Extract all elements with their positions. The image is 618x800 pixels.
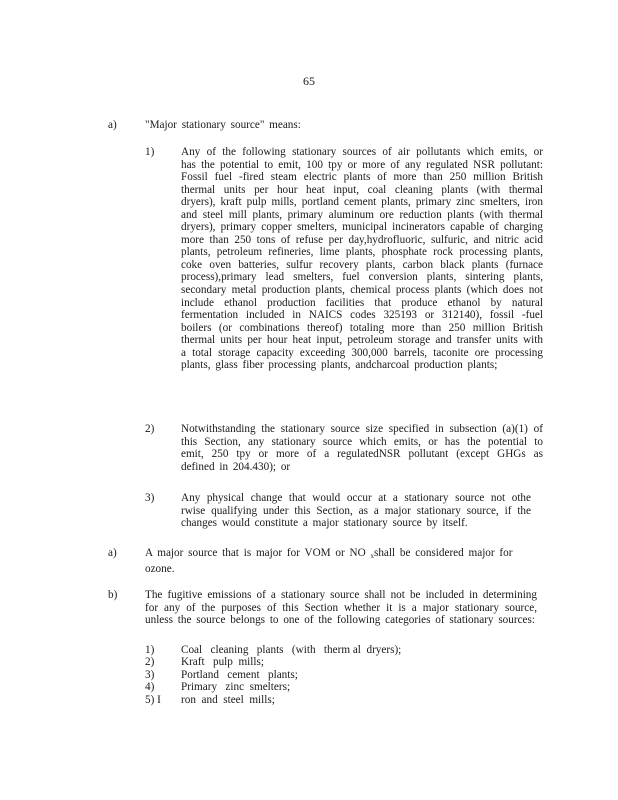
item-a3-label: 3)	[145, 492, 155, 504]
section-a-heading: "Major stationary source" means:	[145, 119, 301, 131]
list-item-label: 1)	[145, 644, 155, 656]
page-number: 65	[303, 74, 315, 88]
list-item	[145, 669, 445, 681]
item-a1-label: 1)	[145, 146, 155, 158]
section-a2-text-before: A major source that is major for VOM or NO	[145, 547, 371, 559]
item-a1-text: Any of the following stationary sources of air pollutants which emits, or has the potential to emit, 100 tpy or more of any regulated NSR pollutant: Fossil fuel -fired steam electric plants of more than 250 million British thermal units per hour heat input, coal cleaning plants (with thermal dryers), kraft pulp mills, portland cement plants, primary zinc smelters, iron and steel mill plants, primary aluminum ore reduction plants (with thermal dryers), primary copper smelters, municipal incinerators capable of charging more than 250 tons of refuse per day,hydrofluoric, sulfuric, and nitric acid plants, petroleum refineries, lime plants, phosphate rock processing plants, coke oven batteries, sulfur recovery plants, carbon black plants (furnace process),primary lead smelters, fuel conversion plants, sintering plants, secondary metal production plants, chemical process plants (which does not include ethanol production facilities that produce ethanol by natural fermentation included in NAICS codes 325193 or 312140), fossil -fuel boilers (or combinations thereof) totaling more than 250 million British thermal units per hour heat input, petroleum storage and transfer units with a total storage capacity exceeding 300,000 barrels, taconite ore processing plants, glass fiber processing plants, andcharcoal production plants;	[181, 146, 543, 372]
list-item-label: 3)	[145, 668, 155, 681]
section-b-text: The fugitive emissions of a stationary source shall not be included in determining for any of the purposes of this Section whether it is a major stationary source, unless the source belongs to one of the following categories of stationary sources:	[145, 589, 537, 627]
list-item-text: Coal cleaning plants (with therm al dryers);	[181, 644, 402, 656]
list-item	[145, 681, 445, 693]
list-item	[145, 656, 445, 668]
item-a2-text: Notwithstanding the stationary source size specified in subsection (a)(1) of this Section, any stationary source which emits, or has the potential to emit, 250 tpy or more of a regulatedNSR pollutant (except GHGs as defined in 204.430); or	[181, 423, 543, 473]
section-b-label: b)	[108, 589, 118, 601]
section-a-label: a)	[108, 119, 117, 131]
list-item-label: 5) I	[145, 693, 161, 706]
item-a2-label: 2)	[145, 423, 155, 435]
section-b-list	[145, 644, 445, 706]
item-a3-text: Any physical change that would occur at a stationary source not othe rwise qualifying under this Section, as a major stationary source, if the changes would constitute a major stationary source by itself.	[181, 492, 531, 530]
list-item	[145, 644, 445, 656]
list-item-text: Kraft pulp mills;	[181, 656, 264, 669]
list-item-label: 2)	[145, 656, 155, 669]
list-item-text: Portland cement plants;	[181, 668, 298, 681]
list-item-text: Primary zinc smelters;	[181, 681, 291, 694]
section-a2-text-after: shall be considered major for ozone.	[145, 547, 513, 575]
list-item	[145, 694, 445, 706]
section-a2-text	[145, 547, 515, 575]
list-item-label: 4)	[145, 681, 155, 694]
section-a2-subscript: x	[370, 552, 374, 560]
list-item-text: ron and steel mills;	[181, 693, 275, 706]
section-a2-label: a)	[108, 547, 117, 559]
